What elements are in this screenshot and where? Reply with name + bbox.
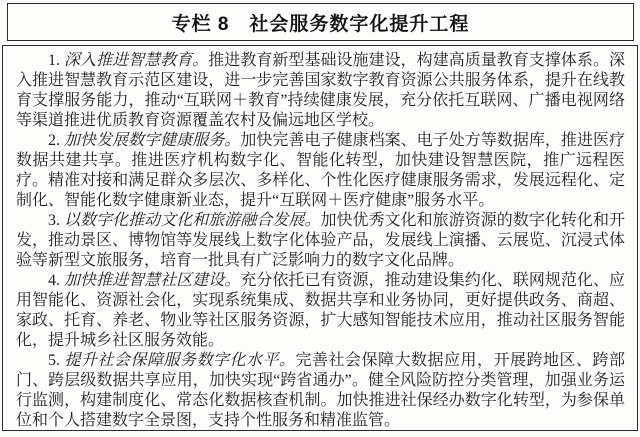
item-lead: 深入推进智慧教育。: [64, 52, 209, 69]
item-number: 1.: [48, 52, 60, 69]
list-item: [16, 351, 625, 431]
list-item: [16, 51, 625, 131]
item-text: 推进教育新型基础设施建设，构建高质量教育支撑体系。深入推进智慧教育示范区建设，进一步完善国家数字教育资源公共服务体系，提升在线教育支撑服务能力，推动“互联网＋教育”持续健康发展，充分依托互联网、广播电视网络等渠道推进优质教育资源覆盖农村及偏远地区学校。: [16, 52, 625, 129]
item-lead: 提升社会保障服务数字化水平。: [64, 352, 296, 369]
page-title: 专栏 8 社会服务数字化提升工程: [171, 13, 470, 35]
column-title-box: [7, 3, 634, 41]
list-item: [16, 271, 625, 351]
item-text: 加快优秀文化和旅游资源的数字化转化和开发，推动景区、博物馆等发展线上数字化体验产品，发展线上演播、云展览、沉浸式体验等新型文旅服务，培育一批具有广泛影响力的数字文化品牌。: [16, 212, 625, 269]
item-lead: 以数字化推动文化和旅游融合发展。: [64, 212, 321, 229]
item-number: 3.: [48, 212, 60, 229]
item-text: 完善社会保障大数据应用，开展跨地区、跨部门、跨层级数据共享应用，加快实现“跨省通办”。健全风险防控分类管理，加强业务运行监测，构建制度化、常态化数据核查机制。加快推进社保经办数字化转型，为参保单位和个人搭建数字全景图，支持个性服务和精准监管。: [16, 352, 625, 429]
list-item: [16, 131, 625, 211]
item-text: 充分依托已有资源，推动建设集约化、联网规范化、应用智能化、资源社会化，实现系统集成、数据共享和业务协同，更好提供政务、商超、家政、托育、养老、物业等社区服务资源，扩大感知智能技术应用，推动社区服务智能化，提升城乡社区服务效能。: [16, 272, 625, 349]
item-number: 2.: [48, 132, 60, 149]
item-lead: 加快推进智慧社区建设。: [64, 272, 241, 289]
column-body-box: [2, 45, 638, 431]
item-number: 5.: [48, 352, 60, 369]
item-number: 4.: [48, 272, 60, 289]
item-text: 加快完善电子健康档案、电子处方等数据库，推进医疗数据共建共享。推进医疗机构数字化、智能化转型，加快建设智慧医院，推广远程医疗。精准对接和满足群众多层次、多样化、个性化医疗健康服务需求，发展远程化、定制化、智能化数字健康新业态，提升“互联网＋医疗健康”服务水平。: [16, 132, 625, 209]
item-lead: 加快发展数字健康服务。: [64, 132, 241, 149]
list-item: [16, 211, 625, 271]
